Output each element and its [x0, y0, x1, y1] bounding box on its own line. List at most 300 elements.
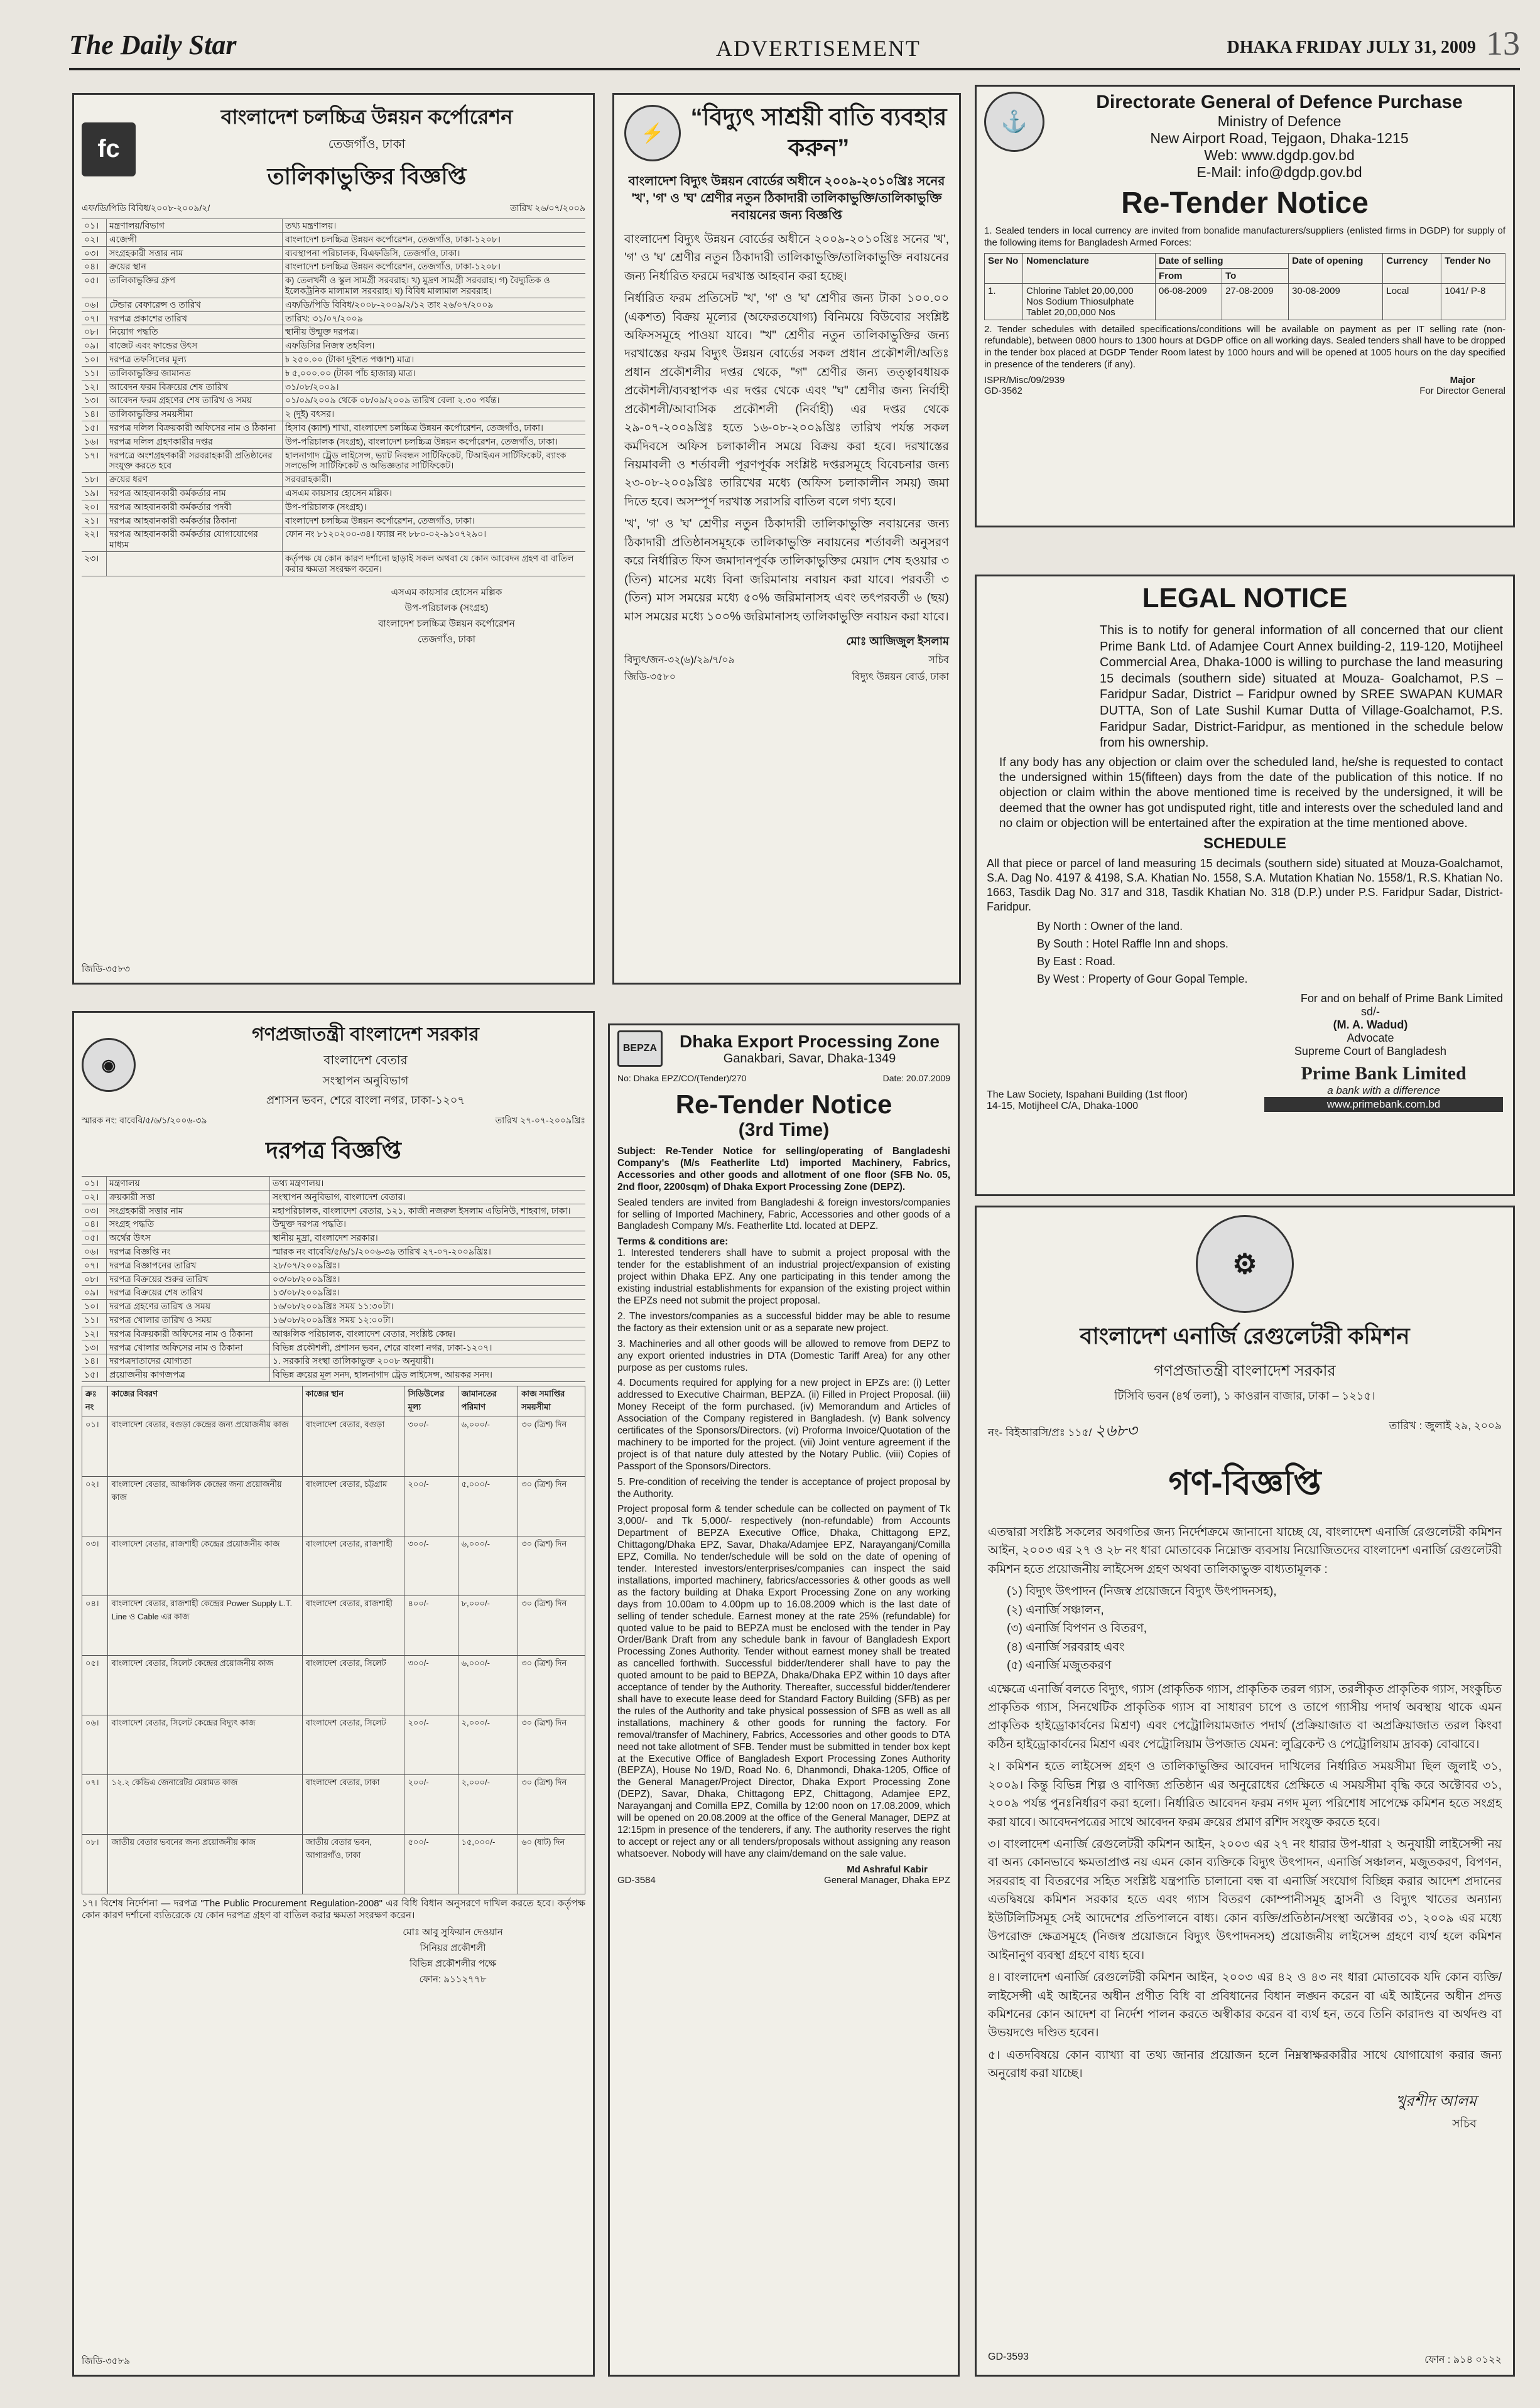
table-row — [82, 381, 585, 394]
table-cell: উপ-পরিচালক (সংগ্রহ)। — [285, 501, 367, 512]
table-row — [82, 298, 585, 312]
dgdp-ispr: ISPR/Misc/09/2939 — [984, 374, 1065, 386]
table-cell: ০৪। — [82, 1217, 107, 1231]
depz-ad — [608, 1023, 960, 2377]
bpdb-signature — [624, 632, 949, 652]
dgdp-line-2: New Airport Road, Tejgaon, Dhaka-1215 — [1150, 130, 1409, 146]
table-cell: ৪০০/- — [404, 1595, 458, 1655]
table-cell: ০৯। — [82, 1286, 107, 1299]
table-cell: দরপত্র আহবানকারী কর্মকর্তার ঠিকানা — [107, 514, 283, 527]
table-row — [82, 408, 585, 421]
dgdp-cell: 1. — [985, 283, 1023, 320]
table-row — [82, 552, 585, 576]
betar-sign-phone: ফোন: ৯১১২৭৭৮ — [419, 1974, 487, 1985]
legal-behalf: For and on behalf of Prime Bank Limited — [1300, 992, 1503, 1005]
table-row — [82, 473, 585, 487]
legal-sd: sd/- — [1360, 1005, 1380, 1018]
table-cell: ৩০ (ত্রিশ) দিন — [518, 1476, 585, 1536]
table-cell: স্থানীয় মুদ্রা, বাংলাদেশ সরকার। — [273, 1233, 378, 1243]
legal-schedule: All that piece or parcel of land measuring 15 decimals (southern side) situated at Mouza-Goalchamot, S.A. Dag No. 4197 & 4198, S.A. Khatian No. 1558, S.A. Mutation Khatian No. 1558/1, R.S. Khatian No. 1663, Tasdik Dag No. 317 and 318, Tasdik Khatian No. 318 (D.P.) under P.S. Faridpur Sadar, District- Faridpur. — [987, 857, 1503, 914]
dgdp-gd: GD-3562 — [984, 385, 1022, 396]
list-item: (৫) এনার্জি মজুতকরণ — [1007, 1659, 1112, 1673]
table-cell: ৮,০০০/- — [458, 1595, 518, 1655]
bpdb-sign-name: মোঃ আজিজুল ইসলাম — [846, 634, 949, 647]
table-cell: ২৮/০৭/২০০৯খ্রিঃ। — [273, 1260, 340, 1270]
betar-ref: জিডি-৩৫৮৯ — [82, 2356, 130, 2367]
table-row — [82, 1595, 585, 1655]
table-cell: বাংলাদেশ বেতার, রাজশাহী — [302, 1595, 404, 1655]
table-cell: ০১/০৯/২০০৯ থেকে ০৮/০৯/২০০৯ তারিখ বেলা ২.৩০ পর্যন্ত। — [285, 395, 500, 406]
table-row — [82, 487, 585, 500]
table-row — [82, 1177, 585, 1191]
works-col-header: সিডিউলের মূল্য — [404, 1386, 458, 1417]
table-cell: ১৬/০৮/২০০৯খ্রিঃ সময় ১২:০০টা। — [273, 1314, 394, 1325]
table-row — [82, 325, 585, 339]
table-cell: ৬,০০০/- — [458, 1417, 518, 1476]
bpdb-para-1: বাংলাদেশ বিদ্যুৎ উন্নয়ন বোর্ডের অধীনে ২০০৯-২০১০খ্রিঃ সনের 'খ', 'গ' ও 'ঘ' শ্রেণীর নতুন ঠিকাদারী তালিকাভুক্তি/তালিকাভুক্তি নবায়নের জন্য নির্ধারিত ফরমে দরখাস্ত আহবান করা হচ্ছে। — [624, 232, 949, 283]
dgdp-col-name: Nomenclature — [1023, 253, 1156, 283]
table-cell: ০২। — [82, 1191, 107, 1204]
table-cell: দরপত্র বিক্রয়ের শেষ তারিখ — [107, 1286, 270, 1299]
table-cell: ১৫। — [82, 421, 107, 435]
bfdc-sign-loc: তেজগাঁও, ঢাকা — [418, 634, 475, 645]
table-cell: এসএম কায়সার হোসেন মল্লিক। — [285, 487, 392, 498]
legal-advocate-title: Advocate — [1347, 1032, 1394, 1044]
betar-sign-name: মোঃ আবু সুফিয়ান দেওয়ান — [403, 1927, 503, 1938]
berc-intro: এতদ্বারা সংশ্লিষ্ট সকলের অবগতির জন্য নির্দেশক্রমে জানানো যাচ্ছে যে, বাংলাদেশ এনার্জি রেগুলেটরী কমিশন আইন, ২০০৩ এর ২৭ ও ২৮ নং ধারা মোতাবেক নিম্নোক্ত ব্যবসায় নিয়োজিতদের বাংলাদেশ এনার্জি রেগুলেটরী কমিশন হতে প্রয়োজনীয় লাইসেন্স গ্রহণ অথবা তালিকাভুক্ত বাধ্যতামূলক : — [988, 1526, 1502, 1576]
table-cell: ৩০ (ত্রিশ) দিন — [518, 1715, 585, 1774]
table-row — [82, 312, 585, 326]
dgdp-col-tender: Tender No — [1441, 253, 1505, 283]
page-header — [69, 24, 1520, 70]
table-cell: তালিকাভুক্তির গ্রুপ — [107, 274, 283, 298]
table-cell: দরপত্র আহবানকারী কর্মকর্তার যোগাযোগের মাধ্যম — [107, 527, 283, 551]
table-cell: ৩০০/- — [404, 1655, 458, 1715]
table-cell: ০৮। — [82, 325, 107, 338]
table-row — [82, 1245, 585, 1259]
table-cell: ৩০ (ত্রিশ) দিন — [518, 1417, 585, 1476]
table-cell: ৩০ (ত্রিশ) দিন — [518, 1774, 585, 1834]
section-label: ADVERTISEMENT — [716, 36, 921, 61]
berc-sign-name: খুরশীদ আলম — [1396, 2092, 1477, 2110]
prime-bank-web: www.primebank.com.bd — [1264, 1097, 1503, 1112]
table-row — [82, 1417, 585, 1476]
table-cell: স্মারক নং বাবেবি/৫/৬/১/২০০৬-৩৯ তারিখ ২৭-০৭-২০০৯খ্রিঃ। — [273, 1246, 491, 1256]
dgdp-logo-icon: ⚓ — [984, 92, 1044, 152]
table-cell: ১৭। — [82, 449, 107, 473]
berc-gd: GD-3593 — [988, 2351, 1029, 2362]
table-cell: ১১। — [82, 1314, 107, 1327]
table-cell: নিয়োগ পদ্ধতি — [107, 325, 283, 338]
bfdc-sign-org: বাংলাদেশ চলচ্চিত্র উন্নয়ন কর্পোরেশন — [378, 618, 515, 629]
legal-heading: LEGAL NOTICE — [1142, 583, 1348, 613]
table-cell: দরপত্র গ্রহণের তারিখ ও সময় — [107, 1300, 270, 1313]
table-cell: তথ্য মন্ত্রণালয়। — [273, 1178, 324, 1188]
table-cell: ০১। — [82, 219, 107, 232]
table-cell: সংস্থাপন অনুবিভাগ, বাংলাদেশ বেতার। — [273, 1191, 406, 1202]
table-cell: ৫০০/- — [404, 1834, 458, 1894]
dgdp-col-currency: Currency — [1383, 253, 1441, 283]
betar-line-1: বাংলাদেশ বেতার — [323, 1054, 408, 1067]
dgdp-intro: 1. Sealed tenders in local currency are invited from bonafide manufacturers/suppliers (enlisted firms in DGDP) for supply of the following items for Bangladesh Armed Forces: — [984, 225, 1505, 248]
table-cell: ৩১/০৮/২০০৯। — [285, 381, 339, 392]
table-cell: ক্রয়ের স্থান — [107, 260, 283, 273]
depz-terms-heading: Terms & conditions are: — [617, 1236, 729, 1248]
legal-boundary-east: By East : Road. — [1037, 955, 1116, 968]
table-cell: বাংলাদেশ বেতার, আঞ্চলিক কেন্দ্রের জন্য প্রয়োজনীয় কাজ — [108, 1476, 302, 1536]
table-row — [82, 1341, 585, 1355]
berc-address: টিসিবি ভবন (৪র্থ তলা), ১ কাওরান বাজার, ঢাকা – ১২১৫। — [1114, 1390, 1375, 1402]
betar-title: গণপ্রজাতন্ত্রী বাংলাদেশ সরকার — [252, 1024, 479, 1045]
berc-sign-title: সচিব — [1452, 2117, 1477, 2130]
bfdc-table — [82, 219, 585, 576]
table-cell: বাংলাদেশ বেতার, রাজশাহী — [302, 1536, 404, 1595]
depz-term-3: 3. Machineries and all other goods will be allowed to remove from DEPZ to any export oriented industries in DTA (Domestic Tariff Area) for any other purpose as per customs rules. — [617, 1338, 950, 1373]
bfdc-memo: এফ/ডি/পিডি বিবিধ/২০০৮-২০০৯/২/ — [82, 203, 210, 213]
berc-signature — [988, 2090, 1502, 2135]
table-cell: ১৪। — [82, 1354, 107, 1368]
dgdp-col-opening: Date of opening — [1289, 253, 1383, 283]
bpdb-memo: বিদ্যুৎ/জন-৩২(৬)/২৯/৭/০৯ — [624, 654, 735, 666]
table-cell: ১৩/০৮/২০০৯খ্রিঃ। — [273, 1287, 340, 1298]
table-row — [82, 353, 585, 367]
table-cell: ব্যবস্থাপনা পরিচালক, বিএফডিসি, তেজগাঁও, ঢাকা। — [285, 247, 460, 258]
betar-date: তারিখ ২৭-০৭-২০০৯খ্রিঃ — [495, 1115, 585, 1125]
bpdb-headline: “বিদ্যুৎ সাশ্রয়ী বাতি ব্যবহার করুন” — [690, 104, 947, 162]
table-cell: ২০০/- — [404, 1715, 458, 1774]
table-row — [82, 514, 585, 528]
works-col-header: কাজ সমাপ্তির সময়সীমা — [518, 1386, 585, 1417]
table-cell: দরপত্র খোলার তারিখ ও সময় — [107, 1314, 270, 1327]
table-cell: তালিকাভুক্তির জামানত — [107, 367, 283, 380]
table-cell: ৫,০০০/- — [458, 1476, 518, 1536]
berc-memo-no: ২৬৮৩ — [1095, 1421, 1137, 1440]
table-cell: উন্মুক্ত দরপত্র পদ্ধতি। — [273, 1219, 347, 1229]
betar-sign-org: বিভিন্ন প্রকৌশলীর পক্ষে — [409, 1958, 496, 1970]
table-cell: তথ্য মন্ত্রণালয়। — [285, 220, 337, 230]
table-cell: দরপত্র বিক্রয়ের শুরুর তারিখ — [107, 1273, 270, 1286]
table-cell: ০২। — [82, 1476, 108, 1536]
table-cell: কর্তৃপক্ষ যে কোন কারণ দর্শানো ছাড়াই সকল অথবা যে কোন আবেদন গ্রহণ বা বাতিল করার ক্ষমতা সংরক্ষণ করেন। — [285, 553, 574, 574]
bfdc-location: তেজগাঁও, ঢাকা — [328, 138, 406, 151]
table-cell: দরপত্র বিজ্ঞাপনের তারিখ — [107, 1259, 270, 1272]
table-cell: ০৫। — [82, 1231, 107, 1244]
bfdc-logo-icon: fc — [82, 122, 136, 176]
table-cell: জাতীয় বেতার ভবন, আগারগাঁও, ঢাকা — [302, 1834, 404, 1894]
table-row — [985, 283, 1505, 320]
table-row — [82, 1191, 585, 1204]
table-cell: দরপত্র প্রকাশের তারিখ — [107, 312, 283, 325]
table-cell: ০১। — [82, 1417, 108, 1476]
table-cell: আবেদন ফরম গ্রহণের শেষ তারিখ ও সময় — [107, 394, 283, 407]
table-cell: সংগ্রহকারী সত্তার নাম — [107, 247, 283, 260]
table-cell: টেন্ডার বেফারেন্স ও তারিখ — [107, 298, 283, 311]
bpdb-logo-icon: ⚡ — [624, 105, 681, 161]
table-row — [82, 260, 585, 274]
bfdc-heading: তালিকাভুক্তির বিজ্ঞপ্তি — [267, 163, 467, 189]
dgdp-sign-for: For Director General — [1419, 385, 1505, 396]
table-cell: সরবরাহকারী। — [285, 474, 332, 485]
list-item: (৩) এনার্জি বিপণন ও বিতরণ, — [1007, 1622, 1147, 1636]
berc-ad — [975, 1206, 1515, 2377]
table-row — [82, 339, 585, 353]
table-cell: আঞ্চলিক পরিচালক, বাংলাদেশ বেতার, সংশ্লিষ্ট কেন্দ্র। — [273, 1328, 456, 1339]
table-row — [82, 1715, 585, 1774]
table-cell: বিভিন্ন প্রকৌশলী, প্রশাসন ভবন, শেরে বাংলা নগর, ঢাকা-১২০৭। — [273, 1342, 492, 1352]
table-cell: এজেন্সী — [107, 233, 283, 246]
table-cell: দরপত্রদাতাদের যোগ্যতা — [107, 1354, 270, 1368]
table-cell: প্রয়োজনীয় কাগজপত্র — [107, 1368, 270, 1381]
berc-memo: নং- বিইআরসি/প্রঃ ১১৫/ — [988, 1427, 1092, 1439]
table-row — [82, 247, 585, 261]
dgdp-table — [984, 253, 1505, 320]
table-row — [82, 274, 585, 298]
depz-term-1: 1. Interested tenderers shall have to submit a project proposal with the tender for the establishment of an industrial project/expansion of existing project within Dhaka EPZ. Any one participating in this tender among the existing industrial establishments for expansion of the existing project within the EPZs need not submit the project proposal. — [617, 1248, 950, 1306]
depz-sign-name: Md Ashraful Kabir — [847, 1864, 928, 1875]
bpdb-ref: জিডি-৩৫৮০ — [624, 671, 676, 683]
betar-line-2: সংস্থাপন অনুবিভাগ — [322, 1074, 409, 1087]
dgdp-sign-rank: Major — [1450, 374, 1475, 386]
legal-address-1: The Law Society, Ispahani Building (1st floor) — [987, 1089, 1188, 1100]
table-row — [82, 367, 585, 381]
table-row — [82, 1655, 585, 1715]
table-cell: ২০০/- — [404, 1774, 458, 1834]
legal-signature — [987, 992, 1503, 1058]
dgdp-note: 2. Tender schedules with detailed specifications/conditions will be available on payment as per IT selling rate (non-refundable), between 0800 hours to 1300 hours at DGDP office on all working days. Sealed tenders shall have to be dropped in the tender box placed at DGDP Tender Room latest by 1000 hours and will be opened at 1005 hours on the day specified in presence of the tenderers (if any). — [984, 323, 1505, 370]
table-cell: বাংলাদেশ চলচ্চিত্র উন্নয়ন কর্পোরেশন, তেজগাঁও, ঢাকা-১২০৮। — [285, 261, 501, 272]
table-cell: ০৬। — [82, 1715, 108, 1774]
table-cell: ০১। — [82, 1177, 107, 1190]
berc-subtitle: গণপ্রজাতন্ত্রী বাংলাদেশ সরকার — [1154, 1363, 1336, 1379]
table-cell: ক) তেলখনী ও স্কুল সামগ্রী সরবরাহ। খ) মুদ্রণ সামগ্রী সরবরাহ। গ) বৈদ্যুতিক ও ইলেকট্রনিক মালামাল সরবরাহ। ঘ) বিবিধ মালামাল সরবরাহ। — [285, 275, 550, 296]
table-cell: বাংলাদেশ বেতার, বগুড়া কেন্দ্রের জন্য প্রয়োজনীয় কাজ — [108, 1417, 302, 1476]
table-cell: ১৫। — [82, 1368, 107, 1381]
dgdp-cell: Chlorine Tablet 20,00,000 Nos Sodium Thiosulphate Tablet 20,00,000 Nos — [1023, 283, 1156, 320]
legal-boundaries — [987, 918, 1503, 988]
table-cell: সংগ্রহকারী সত্তার নাম — [107, 1204, 270, 1217]
table-cell: ক্রয়কারী সত্তা — [107, 1191, 270, 1204]
depz-no: No: Dhaka EPZ/CO/(Tender)/270 — [617, 1073, 747, 1083]
dgdp-heading: Re-Tender Notice — [1121, 186, 1369, 220]
table-row — [82, 1834, 585, 1894]
table-cell: দরপত্র আহবানকারী কর্মকর্তার পদবী — [107, 500, 283, 514]
table-cell: ০৭। — [82, 1259, 107, 1272]
table-cell: ২,০০০/- — [458, 1715, 518, 1774]
depz-intro: Sealed tenders are invited from Bangladeshi & foreign investors/companies for selling of Imported Machinery, Fabric, Accessories and other goods of a Bangladesh Company M/s. Featherlite Ltd. located at DEPZ. — [617, 1197, 950, 1232]
table-cell: ১৩। — [82, 394, 107, 407]
bepza-logo-icon: BEPZA — [617, 1030, 663, 1067]
berc-heading: গণ-বিজ্ঞপ্তি — [1168, 1464, 1321, 1502]
table-cell: বাংলাদেশ বেতার, রাজশাহী কেন্দ্রের Power Supply L.T. Line ও Cable এর কাজ — [108, 1595, 302, 1655]
berc-para-4: ৪। বাংলাদেশ এনার্জি রেগুলেটরী কমিশন আইন, ২০০৩ এর ৪২ ও ৪৩ নং ধারা মোতাবেক যদি কোন ব্যক্তি/লাইসেন্সী এই আইনের অধীন প্রণীত বিধি বা প্রবিধানের বিধান লঙ্ঘন করেন বা এই আইনের অধীন প্রদত্ত কমিশনের কোন আদেশ বা নির্দেশ পালন করতে অস্বীকার করেন বা ব্যর্থ হন, তবে তিনি কারাদণ্ড বা অর্থদণ্ড বা উভয়দণ্ডে দণ্ডিত হবেন। — [988, 1971, 1502, 2040]
table-cell: ১০। — [82, 1300, 107, 1313]
legal-address-2: 14-15, Motijheel C/A, Dhaka-1000 — [987, 1101, 1139, 1111]
works-col-header: কাজের বিবরণ — [108, 1386, 302, 1417]
table-cell: ২২। — [82, 527, 107, 551]
table-cell: ১২। — [82, 381, 107, 394]
table-cell: দরপত্র আহবানকারী কর্মকর্তার নাম — [107, 487, 283, 500]
berc-phone: ফোন : ৯১৪ ০১২২ — [1424, 2355, 1502, 2365]
dgdp-web: Web: www.dgdp.gov.bd — [1204, 147, 1355, 163]
berc-seal-icon: ⚙ — [1196, 1215, 1294, 1313]
table-cell: ০৭। — [82, 312, 107, 325]
table-row — [82, 1273, 585, 1287]
table-row — [82, 1286, 585, 1300]
dgdp-cell: 27-08-2009 — [1222, 283, 1289, 320]
table-cell: ৳ ৫,০০০.০০ (টাকা পাঁচ হাজার) মাত্র। — [285, 367, 416, 378]
betar-works-table — [82, 1386, 585, 1894]
table-cell: বাংলাদেশ চলচ্চিত্র উন্নয়ন কর্পোরেশন, তেজগাঁও, ঢাকা। — [285, 515, 475, 526]
table-cell: ০৪। — [82, 260, 107, 273]
depz-body: Project proposal form & tender schedule can be collected on payment of Tk 3,000/- and Tk 5,000/- respectively (non-refundable) from Accounts Department of BEPZA Executive Office, Dhaka, Chittagong EPZ, Chittagong/Dhaka EPZ, Savar, Dhaka/Adamjee EPZ, Narayanganj/Comilla EPZ, Comilla. No tender/schedule will be sold on the date of opening of tender. Interested investors/enterprises/companies can inspect the said installations, imported machinery, fabrics/accessories & other goods as well as the factory building at Dhaka Export Processing Zone on any working days from 10.00am to 4.00pm up to 16.08.2009 which is the last date of selling of tender schedule. Earnest money at the rate 25% (refundable) for quoted value to be paid to BEPZA must be enclosed with the tender in Pay Order/Bank Draft from any schedule bank in favour of Bangladesh Export Processing Zones Authority. Tender without earnest money shall be treated as cancelled forthwith. Successful bidder/tenderer shall have to pay the quoted amount to be paid to BEPZA, Dhaka/Dhaka EPZ within 10 days after acceptance of tender by the Authority. Thereafter, successful bidder/tenderer shall have to execute lease deed for Standard Factory Building (SFB) as per the rules of the Authority and take physical possession of SFB as well as all installations, machinery & other goods for running the factory. For removal/transfer of Machinery, Fabrics, Accessories and other goods to DTA need not take allotment of SFB. Tender must be submitted in tender box kept at the Executive Office of Bangladesh Export Processing Zones Authority (BEPZA), House No 19/D, Road No. 6, Dhanmondi, Dhaka-1205, Office of the General Manager/Project Director, Dhaka Export Processing Zone (DEPZ), Savar, Dhaka, Chittagong EPZ, Chittagong, Adamjee EPZ, Narayanganj and Comilla EPZ, Comilla by 12:00 noon on 17.08.2009, which will be opened on 20.08.2009 at the office of the General Manager, DEPZ at 12:15pm in presence of the tenderers, if any. The authority reserves the right to accept or reject any or all tenders/proposals without assigning any reason whatsoever. Nobody will have any claim/demand on the sale value. — [617, 1504, 950, 1859]
dgdp-col-ser: Ser No — [985, 253, 1023, 283]
table-cell: দরপত্র বিক্রয়কারী অফিসের নাম ও ঠিকানা — [107, 1327, 270, 1341]
depz-title: Dhaka Export Processing Zone — [680, 1031, 940, 1051]
table-cell: বাংলাদেশ বেতার, চট্টগ্রাম — [302, 1476, 404, 1536]
table-cell: বাজেট এবং ফান্ডের উৎস — [107, 339, 283, 352]
depz-subject: Subject: Re-Tender Notice for selling/operating of Bangladeshi Company's (M/s Featherlite Ltd) imported Machinery, Fabrics, Accessories and other goods and allotment of one floor (SFB No. 05, 2nd floor, 2200sqm) of Dhaka Export Processing Zone (DEPZ). — [617, 1146, 950, 1192]
table-cell: মহাপরিচালক, বাংলাদেশ বেতার, ১২১, কাজী নজরুল ইসলাম এভিনিউ, শাহবাগ, ঢাকা। — [273, 1205, 571, 1216]
table-cell: ৩০ (ত্রিশ) দিন — [518, 1655, 585, 1715]
table-cell: ১৮। — [82, 473, 107, 486]
dateline: DHAKA FRIDAY JULY 31, 2009 — [1227, 38, 1476, 57]
table-row — [82, 1217, 585, 1231]
works-col-header: ক্রঃ নং — [82, 1386, 108, 1417]
table-cell: ০৩। — [82, 1204, 107, 1217]
bfdc-sign-name: এসএম কায়সার হোসেন মল্লিক — [391, 586, 502, 598]
table-row — [82, 1774, 585, 1834]
legal-para-2: If any body has any objection or claim over the scheduled land, he/she is requested to contact the undersigned within 15(fifteen) days from the date of the publication of this notice. If no objection or claim within the above mentioned time is received by the undersigned, it will be deemed that the owner has got undisputed right, title and interests over the scheduled land and no claim or objection will be entertained after the expiration at the time mentioned above. — [999, 755, 1503, 830]
depz-sign-title: General Manager, Dhaka EPZ — [824, 1874, 950, 1886]
table-row — [82, 1300, 585, 1314]
table-cell: জাতীয় বেতার ভবনের জন্য প্রয়োজনীয় কাজ — [108, 1834, 302, 1894]
bpdb-para-2: নির্ধারিত ফরম প্রতিসেট 'খ', 'গ' ও 'ঘ' শ্রেণীর জন্য টাকা ১০০.০০ (একশত) বিক্রয় মূল্যের (অফেরতযোগ্য) বিনিময়ে বিউবোর সংশ্লিষ্ট অফিসসমূহে পাওয়া যাবে। "খ" শ্রেণীর নতুন তালিকাভুক্তির জন্য দরখাস্তের ফরম বিদ্যুৎ উন্নয়ন বোর্ডের সকল প্রধান প্রকৌশলী/অতিঃ প্রধান প্রকৌশলীর দপ্তর থেকে, "গ" শ্রেণীর জন্য তত্ত্বাবধায়ক প্রকৌশলী/ব্যবস্থাপক এর দপ্তর থেকে এবং "ঘ" শ্রেণীর জন্য নির্বাহী প্রকৌশলী/আবাসিক প্রকৌশলী (নির্বাহী) এর দপ্তর থেকে ২৯-০৭-২০০৯খ্রিঃ হতে ১৬-০৮-২০০৯খ্রিঃ তারিখ পর্যন্ত সকল কর্মদিবসে অফিস চলাকালীন সময়ে বিক্রয় করা হবে। দরখাস্তের নিয়মাবলী ও শর্তাবলী পূরণপূর্বক সংশ্লিষ্ট দপ্তরসমূহে বিবেচনার জন্য ২৩-০৮-২০০৯খ্রিঃ তারিখের মধ্যে (অফিস চলাকালীন সময়) জমা দিতে হবে। অসম্পূর্ণ দরখাস্ত সরাসরি বাতিল বলে গণ্য হবে। — [624, 292, 949, 509]
table-row — [82, 1231, 585, 1245]
betar-line-3: প্রশাসন ভবন, শেরে বাংলা নগর, ঢাকা-১২০৭ — [266, 1094, 465, 1106]
table-row — [82, 219, 585, 233]
table-cell: ০৪। — [82, 1595, 108, 1655]
table-cell: ০৩। — [82, 1536, 108, 1595]
dgdp-cell: 30-08-2009 — [1289, 283, 1383, 320]
govt-seal-icon: ◉ — [82, 1038, 136, 1092]
table-cell: ০৬। — [82, 1245, 107, 1258]
depz-heading: Re-Tender Notice — [675, 1089, 892, 1119]
table-cell: স্থানীয় উন্মুক্ত দরপত্র। — [285, 327, 359, 337]
table-cell: বাংলাদেশ বেতার, বগুড়া — [302, 1417, 404, 1476]
table-row — [82, 500, 585, 514]
table-cell: দরপত্র খোলার অফিসের নাম ও ঠিকানা — [107, 1341, 270, 1354]
table-cell: ১৬/০৮/২০০৯খ্রিঃ সময় ১১:৩০টা। — [273, 1301, 394, 1312]
berc-para-5: ৫। এতদবিষয়ে কোন ব্যাখ্যা বা তথ্য জানার প্রয়োজন হলে নিম্নস্বাক্ষরকারীর সাথে যোগাযোগ করার জন্য অনুরোধ করা যাচ্ছে। — [988, 2048, 1502, 2081]
table-cell: ৩০ (ত্রিশ) দিন — [518, 1536, 585, 1595]
table-row — [82, 435, 585, 449]
table-cell: ২০০/- — [404, 1476, 458, 1536]
berc-date: তারিখ : জুলাই ২৯, ২০০৯ — [1389, 1420, 1502, 1432]
table-cell: দরপত্রে অংশগ্রহণকারী সরবরাহকারী প্রতিষ্ঠানের সংযুক্ত করতে হবে — [107, 449, 283, 473]
betar-sign-title: সিনিয়র প্রকৌশলী — [420, 1943, 486, 1954]
table-cell: ০৩/০৮/২০০৯খ্রিঃ। — [273, 1273, 340, 1284]
table-cell: হিসাব (ক্যাশ) শাখা, বাংলাদেশ চলচ্চিত্র উন্নয়ন কর্পোরেশন, তেজগাঁও, ঢাকা। — [285, 422, 544, 433]
depz-address: Ganakbari, Savar, Dhaka-1349 — [723, 1051, 896, 1066]
dgdp-cell: 1041/ P-8 — [1441, 283, 1505, 320]
table-cell: বাংলাদেশ বেতার, সিলেট কেন্দ্রের বিদ্যুৎ কাজ — [108, 1715, 302, 1774]
table-cell: ১১। — [82, 367, 107, 380]
prime-bank-tagline: a bank with a difference — [1327, 1084, 1440, 1096]
table-cell: ১০। — [82, 353, 107, 366]
table-cell: ০৮। — [82, 1834, 108, 1894]
berc-para-1: এক্ষেত্রে এনার্জি বলতে বিদ্যুৎ, গ্যাস (প্রাকৃতিক গ্যাস, প্রাকৃতিক তরল গ্যাস, তরলীকৃত প্রাকৃতিক গ্যাস, সংকুচিত প্রাকৃতিক গ্যাস, সিনথেটিক প্রাকৃতিক গ্যাস বা সাধারণ চাপে ও তাপে গ্যাসীয় পদার্থ অবস্থায় থাকে এমন প্রাকৃতিক হাইড্রোকার্বনের মিশ্রণ) এবং পেট্রোলিয়ামজাত পদার্থ (প্রক্রিয়াজাত বা অপ্রক্রিয়াজাত তরল কিংবা কঠিন হাইড্রোকার্বনের মিশ্রণ এবং পেট্রোলিয়াম উপজাত যেমন: লুব্রিকেন্ট ও পেট্রোলিয়াম দ্রাবক) বোঝাবে। — [988, 1682, 1502, 1751]
bpdb-subheading: বাংলাদেশ বিদ্যুৎ উন্নয়ন বোর্ডের অধীনে ২০০৯-২০১০খ্রিঃ সনের 'খ', 'গ' ও 'ঘ' শ্রেণীর নতুন ঠিকাদারী তালিকাভুক্তি/তালিকাভুক্তি নবায়নের জন্য বিজ্ঞপ্তি — [628, 174, 945, 222]
table-cell: মন্ত্রণালয়/বিভাগ — [107, 219, 283, 232]
table-cell: ১২.২ কেভিএ জেনারেটর মেরামত কাজ — [108, 1774, 302, 1834]
table-cell: বাংলাদেশ বেতার, সিলেট — [302, 1655, 404, 1715]
dgdp-col-from: From — [1156, 268, 1222, 283]
table-cell: এফ/ডি/পিডি বিবিধ/২০০৮-২০০৯/২/১২ তাং ২৬/০৭/২০০৯ — [285, 299, 494, 310]
betar-memo: স্মারক নং: বাবেবি/৫/৬/১/২০০৬-৩৯ — [82, 1115, 207, 1125]
legal-boundary-south: By South : Hotel Raffle Inn and shops. — [1037, 937, 1228, 951]
bpdb-sign-title: সচিব — [928, 654, 949, 666]
table-cell: ৬০ (ষাট) দিন — [518, 1834, 585, 1894]
table-cell: ৳ ২৫০.০০ (টাকা দুইশত পঞ্চাশ) মাত্র। — [285, 354, 415, 364]
table-cell: ০৬। — [82, 298, 107, 311]
table-cell: ৩০০/- — [404, 1536, 458, 1595]
legal-boundary-north: By North : Owner of the land. — [1037, 920, 1183, 933]
table-cell: ২,০০০/- — [458, 1774, 518, 1834]
table-cell: ০২। — [82, 233, 107, 246]
list-item: (২) এনার্জি সঞ্চালন, — [1007, 1603, 1104, 1617]
table-cell: ০৮। — [82, 1273, 107, 1286]
table-row — [82, 1327, 585, 1341]
table-cell: ২১। — [82, 514, 107, 527]
dgdp-title: Directorate General of Defence Purchase — [1096, 92, 1463, 112]
betar-footer: ১৭। বিশেষ নির্দেশনা — দরপত্র "The Public Procurement Regulation-2008" এর বিধি বিধান অনুসরণে দাখিল করতে হবে। কর্তৃপক্ষ কোন কারণ দর্শানো ব্যতিরেকে যে কোন দরপত্র গ্রহণ বা বাতিল করার ক্ষমতা সংরক্ষণ করেন। — [82, 1898, 585, 1921]
berc-para-2: ২। কমিশন হতে লাইসেন্স গ্রহণ ও তালিকাভুক্তির আবেদন দাখিলের নির্ধারিত সময়সীমা ছিল জুলাই ৩১, ২০০৯। কিন্তু বিভিন্ন শিল্প ও বাণিজ্য প্রতিষ্ঠান এর অনুরোধের প্রেক্ষিতে এ সময়সীমা বৃদ্ধি করে অক্টোবর ৩১, ২০০৯ পর্যন্ত পুনঃনির্ধারণ করা হলো। নির্ধারিত আবেদন ফরম নগদ মূল্য পরিশোধ সাপেক্ষে কমিশন হতে সংগ্রহ করা যাবে। আবেদনপত্রের সাথে আবেদন ফরম ক্রয়ের প্রমাণ রশিদ সংযুক্ত করতে হবে। — [988, 1760, 1502, 1829]
table-cell: উপ-পরিচালক (সংগ্রহ), বাংলাদেশ চলচ্চিত্র উন্নয়ন কর্পোরেশন, তেজগাঁও, ঢাকা। — [285, 436, 558, 446]
bpdb-ad — [612, 93, 961, 985]
bfdc-ad — [72, 93, 595, 985]
table-cell: তারিখ: ৩১/০৭/২০০৯ — [285, 313, 363, 323]
legal-advocate-name: (M. A. Wadud) — [1333, 1018, 1408, 1031]
bfdc-date: তারিখ ২৬/০৭/২০০৯ — [510, 203, 585, 213]
page-number: 13 — [1486, 24, 1520, 62]
table-cell: বাংলাদেশ বেতার, সিলেট কেন্দ্রের প্রয়োজনীয় কাজ — [108, 1655, 302, 1715]
legal-boundary-west: By West : Property of Gour Gopal Temple. — [1037, 973, 1248, 986]
table-cell: ০৩। — [82, 247, 107, 260]
works-col-header: জামানতের পরিমাণ — [458, 1386, 518, 1417]
dgdp-col-selling: Date of selling — [1156, 253, 1289, 268]
bpdb-sign-org: বিদ্যুৎ উন্নয়ন বোর্ড, ঢাকা — [852, 671, 949, 683]
works-col-header: কাজের স্থান — [302, 1386, 404, 1417]
table-cell: ১. সরকারি সংস্থা তালিকাভুক্ত ২০০৮ অনুযায়ী। — [273, 1356, 434, 1366]
table-row — [82, 421, 585, 435]
table-cell: ১৪। — [82, 408, 107, 421]
table-row — [82, 1204, 585, 1218]
table-cell: হালনাগাদ ট্রেড লাইসেন্স, ভ্যাট নিবন্ধন সার্টিফিকেট, টিআইএন সার্টিফিকেট, ব্যাংক সলভেন্সি সার্টিফিকেট ও অভিজ্ঞতার সার্টিফিকেট। — [285, 450, 567, 471]
table-row — [82, 1476, 585, 1536]
prime-bank-logo — [1264, 1063, 1503, 1112]
bfdc-ref: জিডি-৩৫৮৩ — [82, 964, 131, 975]
table-cell: ১৩। — [82, 1341, 107, 1354]
list-item: (১) বিদ্যুৎ উৎপাদন (নিজস্ব প্রয়োজনে বিদ্যুৎ উৎপাদনসহ), — [1007, 1585, 1277, 1599]
prime-bank-name: Prime Bank Limited — [1301, 1063, 1467, 1084]
legal-schedule-heading: SCHEDULE — [1203, 835, 1286, 853]
berc-title: বাংলাদেশ এনার্জি রেগুলেটরী কমিশন — [1080, 1323, 1410, 1349]
table-cell: ০৫। — [82, 1655, 108, 1715]
table-cell: ৬,০০০/- — [458, 1536, 518, 1595]
masthead: The Daily Star — [69, 30, 237, 60]
table-cell: মন্ত্রণালয় — [107, 1177, 270, 1190]
table-cell: তালিকাভুক্তির সময়সীমা — [107, 408, 283, 421]
